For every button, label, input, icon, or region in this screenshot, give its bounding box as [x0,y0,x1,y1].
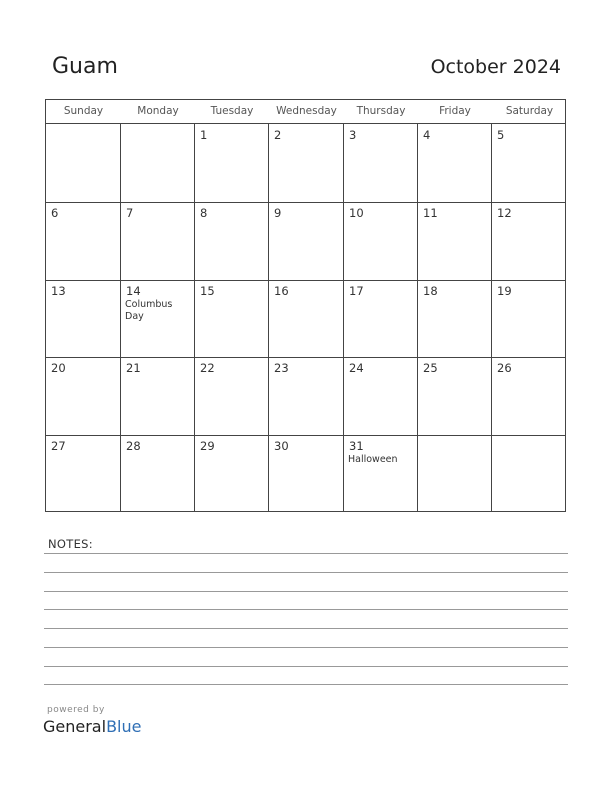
day-number: 18 [423,283,438,298]
month-title: October 2024 [430,56,561,78]
day-number: 5 [497,128,505,142]
day-number: 13 [51,283,66,298]
day-number: 12 [497,205,512,220]
holiday-label: Halloween [348,454,398,466]
day-number: 11 [423,205,438,220]
brand-logo [43,717,141,736]
day-number: 4 [423,128,431,142]
holiday-label: Columbus Day [125,298,173,322]
day-number: 20 [51,361,66,376]
weekday-label: Saturday [505,105,554,117]
region-title: Guam [52,54,118,79]
brand-text-general: General [43,717,107,736]
notes-line [44,553,568,554]
notes-label: NOTES: [48,537,93,551]
powered-by-text: powered by [47,705,105,715]
weekday-header [46,100,565,124]
day-number: 24 [349,361,364,376]
day-number: 25 [423,361,438,376]
day-number: 6 [51,205,59,220]
notes-line [44,591,568,592]
day-cell [195,202,269,280]
notes-line [44,647,568,648]
weekday-label: Wednesday [276,105,337,117]
day-number: 9 [274,205,282,220]
day-cell [418,357,492,435]
day-number: 7 [126,205,134,220]
day-cell [195,280,269,358]
day-cell [344,202,418,280]
day-cell [121,202,195,280]
day-number: 27 [51,439,66,454]
weekday-label: Friday [439,105,471,117]
day-number: 8 [200,205,208,220]
day-cell [195,124,269,202]
day-cell [269,280,344,358]
day-number: 23 [274,361,289,376]
day-cell [269,202,344,280]
notes-line [44,572,568,573]
weekday-label: Tuesday [210,105,254,117]
day-cell [344,357,418,435]
day-cell [46,357,121,435]
day-number: 21 [126,361,141,376]
day-cell [418,280,492,358]
calendar-grid [45,99,566,512]
brand-text-blue: Blue [106,717,142,736]
notes-line [44,666,568,667]
day-number: 26 [497,361,512,376]
day-cell [46,202,121,280]
day-number: 1 [200,128,208,142]
day-number: 15 [200,283,215,298]
day-cell [418,124,492,202]
day-number: 31 [349,439,364,454]
day-cell [344,124,418,202]
day-cell [492,202,567,280]
weekday-label: Monday [137,105,179,117]
day-cell [121,435,195,513]
day-cell [344,280,418,358]
day-number: 30 [274,439,289,454]
notes-line [44,609,568,610]
notes-line [44,628,568,629]
notes-line [44,684,568,685]
day-cell [418,435,492,513]
day-number: 19 [497,283,512,298]
day-cell [46,280,121,358]
day-number: 16 [274,283,289,298]
day-number: 17 [349,283,364,298]
day-number: 28 [126,439,141,454]
day-number: 29 [200,439,215,454]
weekday-label: Thursday [356,105,406,117]
day-cell [46,435,121,513]
day-cell [492,357,567,435]
day-cell [121,357,195,435]
day-cell [46,124,121,202]
day-cell [121,124,195,202]
day-cell [492,124,567,202]
day-number: 2 [274,128,282,142]
day-cell [418,202,492,280]
day-cell [121,280,195,358]
day-cell [269,124,344,202]
day-cell [195,357,269,435]
day-number: 22 [200,361,215,376]
day-number: 10 [349,205,364,220]
day-cell [492,280,567,358]
day-number: 14 [126,283,141,298]
day-cell [195,435,269,513]
weekday-label: Sunday [63,105,104,117]
day-cell [269,435,344,513]
day-number: 3 [349,128,357,142]
day-cell [344,435,418,513]
day-cell [269,357,344,435]
day-cell [492,435,567,513]
